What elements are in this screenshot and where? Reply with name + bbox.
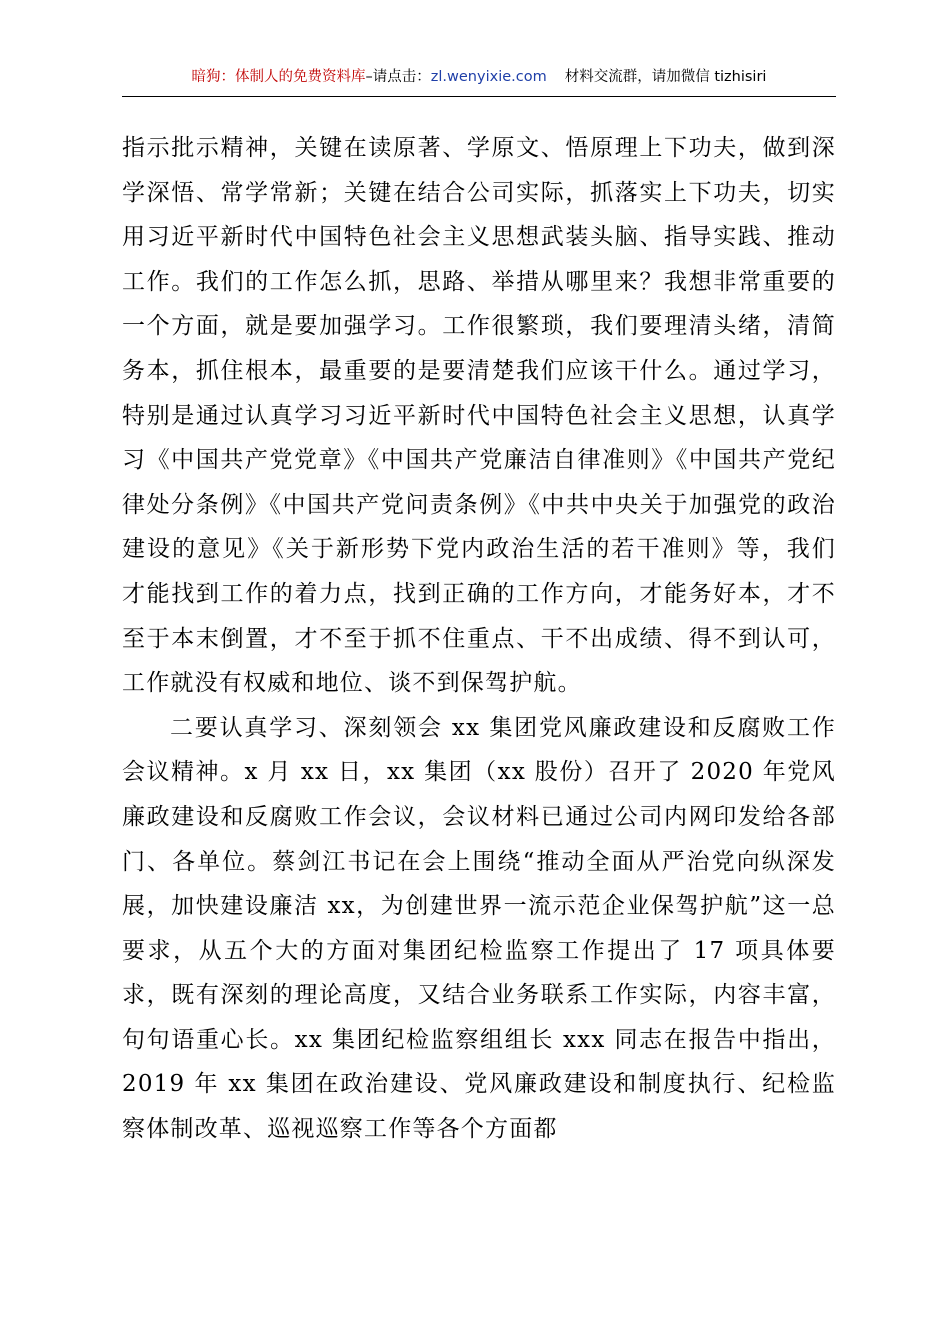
header-separator: –请点击： bbox=[365, 69, 431, 85]
header-link[interactable]: zl.wenyixie.com bbox=[430, 69, 547, 85]
page-header bbox=[122, 62, 836, 97]
header-wechat-note: 材料交流群，请加微信 tizhisiri bbox=[564, 69, 767, 85]
paragraph-2: 二要认真学习、深刻领会 xx 集团党风廉政建设和反腐败工作会议精神。x 月 xx 日，xx 集团（xx 股份）召开了 2020 年党风廉政建设和反腐败工作会议，会议材料已通过公司内网印发给各部门、各单位。蔡剑江书记在会上围绕“推动全面从严治党向纵深发展，加快建设廉洁 xx，为创建世界一流示范企业保驾护航”这一总要求，从五个大的方面对集团纪检监察工作提出了 17 项具体要求，既有深刻的理论高度，又结合业务联系工作实际，内容丰富，句句语重心长。xx 集团纪检监察组组长 xxx 同志在报告中指出，2019 年 xx 集团在政治建设、党风廉政建设和制度执行、纪检监察体制改革、巡视巡察工作等各个方面都 bbox=[122, 714, 836, 1143]
header-brand: 暗狗：体制人的免费资料库 bbox=[191, 69, 366, 85]
document-body bbox=[122, 126, 836, 1152]
paragraph-1: 指示批示精神，关键在读原著、学原文、悟原理上下功夫，做到深学深悟、常学常新；关键在结合公司实际，抓落实上下功夫，切实用习近平新时代中国特色社会主义思想武装头脑、指导实践、推动工作。我们的工作怎么抓，思路、举措从哪里来？我想非常重要的一个方面，就是要加强学习。工作很繁琐，我们要理清头绪，清简务本，抓住根本，最重要的是要清楚我们应该干什么。通过学习，特别是通过认真学习习近平新时代中国特色社会主义思想，认真学习《中国共产党党章》《中国共产党廉洁自律准则》《中国共产党纪律处分条例》《中国共产党问责条例》《中共中央关于加强党的政治建设的意见》《关于新形势下党内政治生活的若干准则》等，我们才能找到工作的着力点，找到正确的工作方向，才能务好本，才不至于本末倒置，才不至于抓不住重点、干不出成绩、得不到认可，工作就没有权威和地位、谈不到保驾护航。 bbox=[122, 135, 836, 697]
